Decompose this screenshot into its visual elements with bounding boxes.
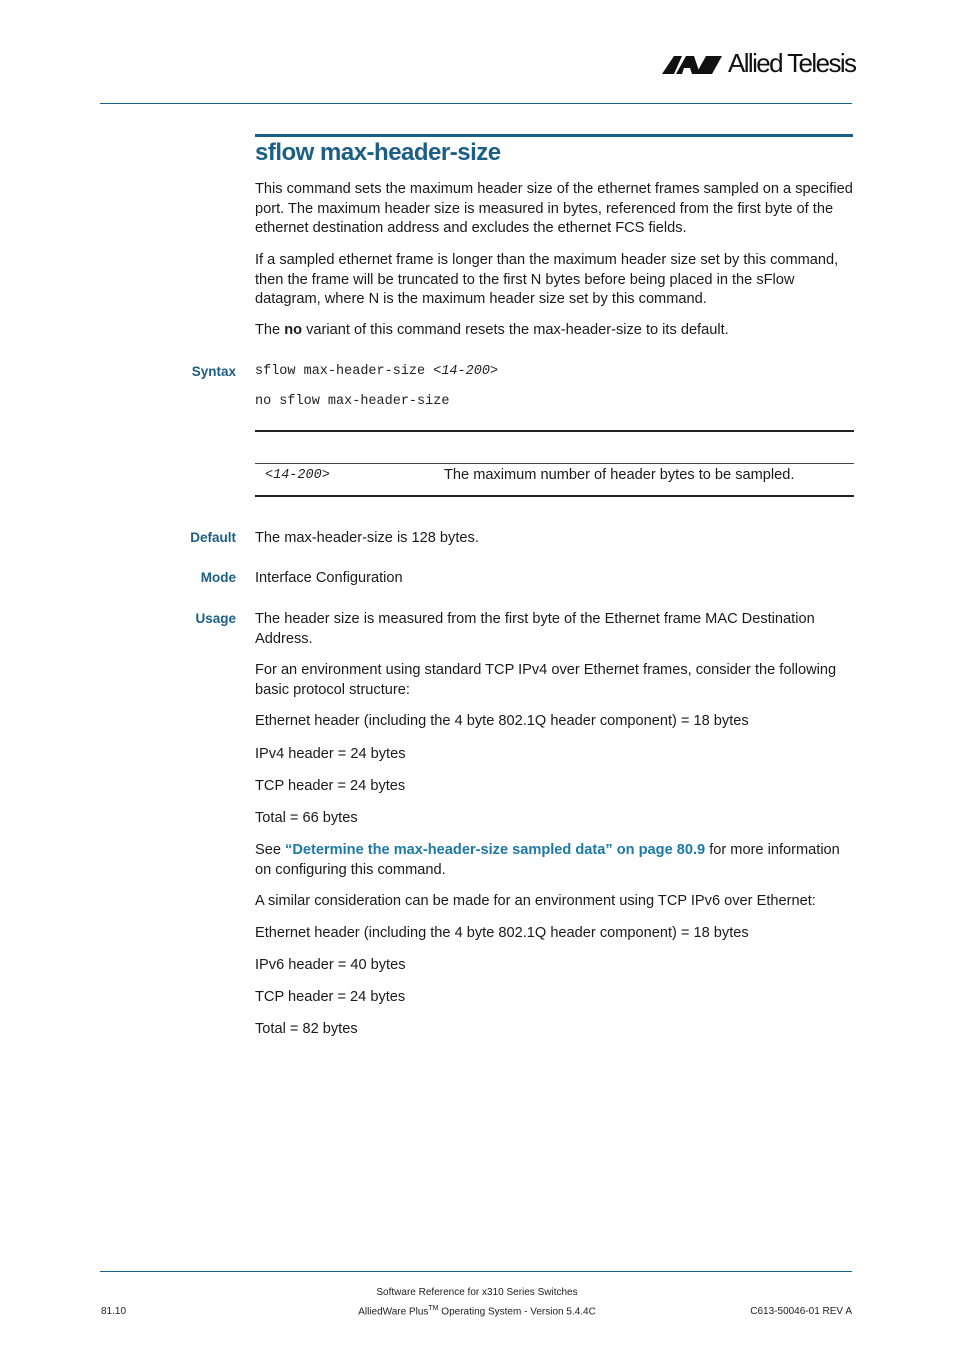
see-prefix: See [255, 842, 286, 858]
intro-paragraph-1: This command sets the maximum header size of the ethernet frames sampled on a specified port. The maximum header size is measured in bytes, referenced from the first byte of the ethernet destination address and excludes the ethernet FCS fields. [255, 181, 853, 236]
header-rule [100, 103, 852, 104]
ipv6-ethernet-line: Ethernet header (including the 4 byte 802.1Q header component) = 18 bytes [255, 925, 749, 941]
footer-rule [100, 1271, 852, 1272]
syntax-line-2: no sflow max-header-size [255, 394, 450, 409]
ipv4-total-line: Total = 66 bytes [255, 810, 358, 826]
usage-paragraph-1: The header size is measured from the first byte of the Ethernet frame MAC Destination Address. [255, 611, 815, 647]
footer-product: AlliedWare Plus [358, 1306, 429, 1318]
mode-label: Mode [200, 570, 236, 585]
table-bottom-rule [255, 495, 854, 497]
ipv6-total-line: Total = 82 bytes [255, 1021, 358, 1037]
no-variant-prefix: The [255, 322, 285, 338]
table-cell-description: The maximum number of header bytes to be sampled. [444, 467, 795, 483]
syntax-parameter: <14-200> [433, 364, 499, 379]
no-variant-suffix: variant of this command resets the max-header-size to its default. [302, 322, 729, 338]
ipv4-header-line: IPv4 header = 24 bytes [255, 746, 406, 762]
footer-trademark: TM [428, 1305, 439, 1312]
ipv6-tcp-line: TCP header = 24 bytes [255, 989, 406, 1005]
syntax-label: Syntax [191, 364, 236, 379]
page-number: 81.10 [101, 1306, 127, 1317]
syntax-line-1 [255, 364, 498, 379]
page-title: sflow max-header-size [255, 139, 501, 166]
footer-os-version: Operating System - Version 5.4.4C [438, 1306, 596, 1318]
ipv6-header-line: IPv6 header = 40 bytes [255, 957, 406, 973]
see-reference-paragraph [255, 841, 855, 880]
brand-name: Allied Telesis [728, 48, 856, 78]
no-variant-bold: no [284, 322, 303, 338]
table-top-rule [255, 430, 854, 432]
table-cell-parameter: <14-200> [265, 468, 330, 483]
usage-paragraph-3: A similar consideration can be made for an environment using TCP IPv6 over Ethernet: [255, 893, 816, 909]
usage-paragraph-2: For an environment using standard TCP IPv4 over Ethernet frames, consider the following basic protocol structure: [255, 662, 837, 698]
default-label: Default [190, 530, 236, 545]
no-variant-paragraph [255, 321, 855, 341]
mode-text: Interface Configuration [255, 570, 403, 586]
ipv4-tcp-line: TCP header = 24 bytes [255, 778, 406, 794]
title-bar [255, 134, 853, 137]
intro-paragraph-2: If a sampled ethernet frame is longer than the maximum header size set by this command, then the frame will be truncated to the first N bytes before being placed in the sFlow datagram, where N is the maximum header size set by this command. [255, 252, 839, 307]
default-text: The max-header-size is 128 bytes. [255, 530, 479, 546]
ipv4-ethernet-line: Ethernet header (including the 4 byte 802.1Q header component) = 18 bytes [255, 713, 749, 729]
document-code: C613-50046-01 REV A [750, 1306, 852, 1317]
usage-label: Usage [195, 611, 236, 626]
footer-title: Software Reference for x310 Series Switches [376, 1287, 578, 1298]
syntax-command: sflow max-header-size [255, 364, 434, 379]
table-header-rule [255, 463, 854, 464]
cross-reference-link[interactable]: “Determine the max-header-size sampled data” on page 80.9 [285, 842, 706, 858]
see-suffix: for more information on configuring this command. [255, 842, 840, 878]
